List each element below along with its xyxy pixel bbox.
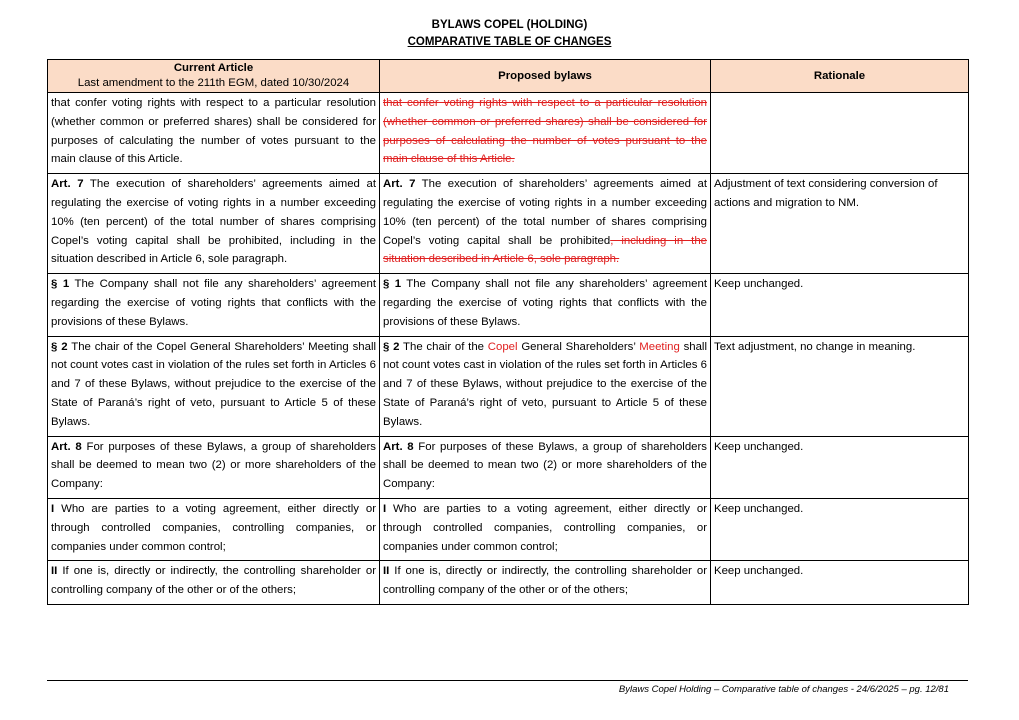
article-label: Art. 7 (51, 178, 84, 191)
proposed-cell (380, 93, 711, 174)
article-label: Art. 8 (383, 440, 414, 453)
proposed-text: The chair of the (399, 340, 488, 353)
column-header-rationale: Rationale (711, 60, 969, 93)
table-row (48, 561, 969, 605)
document-title: BYLAWS COPEL (HOLDING) (431, 19, 588, 31)
deleted-text: that confer voting rights with respect to a particular resolution (whether common or preferred shares) shall be considered for purposes of calculating the number of votes pursuant to the main clause of this Article. (383, 97, 707, 166)
column-header-current (48, 60, 380, 93)
rationale-cell: Text adjustment, no change in meaning. (711, 336, 969, 436)
page-footer: Bylaws Copel Holding – Comparative table of changes - 24/6/2025 – pg. 12/81 (618, 684, 949, 695)
current-cell (48, 336, 380, 436)
proposed-text: The Company shall not file any shareholders’ agreement regarding the exercise of voting rights that conflicts with the provisions of these Bylaws. (383, 278, 708, 328)
article-label: § 2 (383, 340, 400, 353)
document-subtitle: COMPARATIVE TABLE OF CHANGES (407, 36, 612, 48)
table-header-row (48, 60, 969, 93)
proposed-text: For purposes of these Bylaws, a group of shareholders shall be deemed to mean two (2) or more shareholders of the Company: (383, 440, 707, 491)
proposed-text: If one is, directly or indirectly, the controlling shareholder or controlling company of the other or of the others; (383, 565, 707, 597)
current-cell (48, 498, 380, 560)
changed-text: Copel (487, 340, 518, 353)
current-cell (48, 93, 380, 174)
current-text: The Company shall not file any shareholders’ agreement regarding the exercise of voting rights that conflicts with the provisions of these Bylaws. (51, 278, 377, 328)
proposed-cell (380, 174, 711, 274)
proposed-text: shall not count votes cast in violation of the rules set forth in Articles 6 and 7 of these Bylaws, without prejudice to the exercise of the State of Paraná’s right of veto, pursuant to Article 5 of these Bylaws. (383, 340, 707, 428)
current-text: For purposes of these Bylaws, a group of shareholders shall be deemed to mean two (2) or more shareholders of the Company: (51, 440, 376, 491)
current-cell (48, 274, 380, 336)
current-text: Who are parties to a voting agreement, either directly or through controlled companies, controlling companies, or companies under common control; (51, 502, 376, 553)
current-text: If one is, directly or indirectly, the controlling shareholder or controlling company of the other or of the others; (51, 565, 376, 597)
rationale-cell: Keep unchanged. (711, 498, 969, 560)
proposed-cell (380, 436, 711, 498)
column-header-current-title: Current Article (173, 62, 254, 74)
current-cell (48, 436, 380, 498)
proposed-cell (380, 336, 711, 436)
comparative-table (47, 59, 969, 605)
article-label: I (51, 502, 55, 515)
footer-divider (47, 680, 968, 681)
proposed-cell (380, 274, 711, 336)
table-row (48, 498, 969, 560)
rationale-cell: Keep unchanged. (711, 561, 969, 605)
rationale-cell: Adjustment of text considering conversion of actions and migration to NM. (711, 174, 969, 274)
current-text: The chair of the Copel General Shareholders’ Meeting shall not count votes cast in violation of the rules set forth in Articles 6 and 7 of these Bylaws, without prejudice to the exercise of the State of Paraná’s right of veto, pursuant to Article 5 of these Bylaws. (51, 340, 376, 428)
proposed-text: The execution of shareholders’ agreements aimed at regulating the exercise of voting rights in a number exceeding 10% (ten percent) of the total number of shares comprising Copel’s voting capital shall be prohibited (383, 178, 707, 247)
proposed-text: General Shareholders’ (517, 340, 640, 353)
current-cell (48, 174, 380, 274)
article-label: II (51, 565, 58, 578)
table-row (48, 174, 969, 274)
document-header (0, 17, 1019, 51)
column-header-current-subtitle: Last amendment to the 211th EGM, dated 10/30/2024 (77, 77, 350, 89)
changed-text: Meeting (639, 340, 680, 353)
article-label: Art. 8 (51, 440, 82, 453)
proposed-cell (380, 561, 711, 605)
article-label: § 1 (51, 278, 70, 291)
current-text: The execution of shareholders’ agreements aimed at regulating the exercise of voting rights in a number exceeding 10% (ten percent) of the total number of shares comprising Copel’s voting capital shall be prohibited, including in the situation described in Article 6, sole paragraph. (51, 178, 376, 266)
rationale-cell: Keep unchanged. (711, 436, 969, 498)
article-label: II (383, 565, 390, 578)
table-row (48, 336, 969, 436)
article-label: § 1 (383, 278, 402, 291)
current-text: that confer voting rights with respect to a particular resolution (whether common or preferred shares) shall be considered for purposes of calculating the number of votes pursuant to the main clause of this Article. (51, 97, 376, 166)
deleted-text: , including in the situation described in Article 6, sole paragraph. (383, 234, 707, 266)
table-row (48, 93, 969, 174)
proposed-text: Who are parties to a voting agreement, either directly or through controlled companies, controlling companies, or companies under common control; (383, 502, 707, 553)
current-cell (48, 561, 380, 605)
article-label: I (383, 502, 387, 515)
article-label: Art. 7 (383, 178, 416, 191)
table-row (48, 274, 969, 336)
rationale-cell (711, 93, 969, 174)
proposed-cell (380, 498, 711, 560)
article-label: § 2 (51, 340, 68, 353)
rationale-cell: Keep unchanged. (711, 274, 969, 336)
table-row (48, 436, 969, 498)
column-header-proposed: Proposed bylaws (380, 60, 711, 93)
